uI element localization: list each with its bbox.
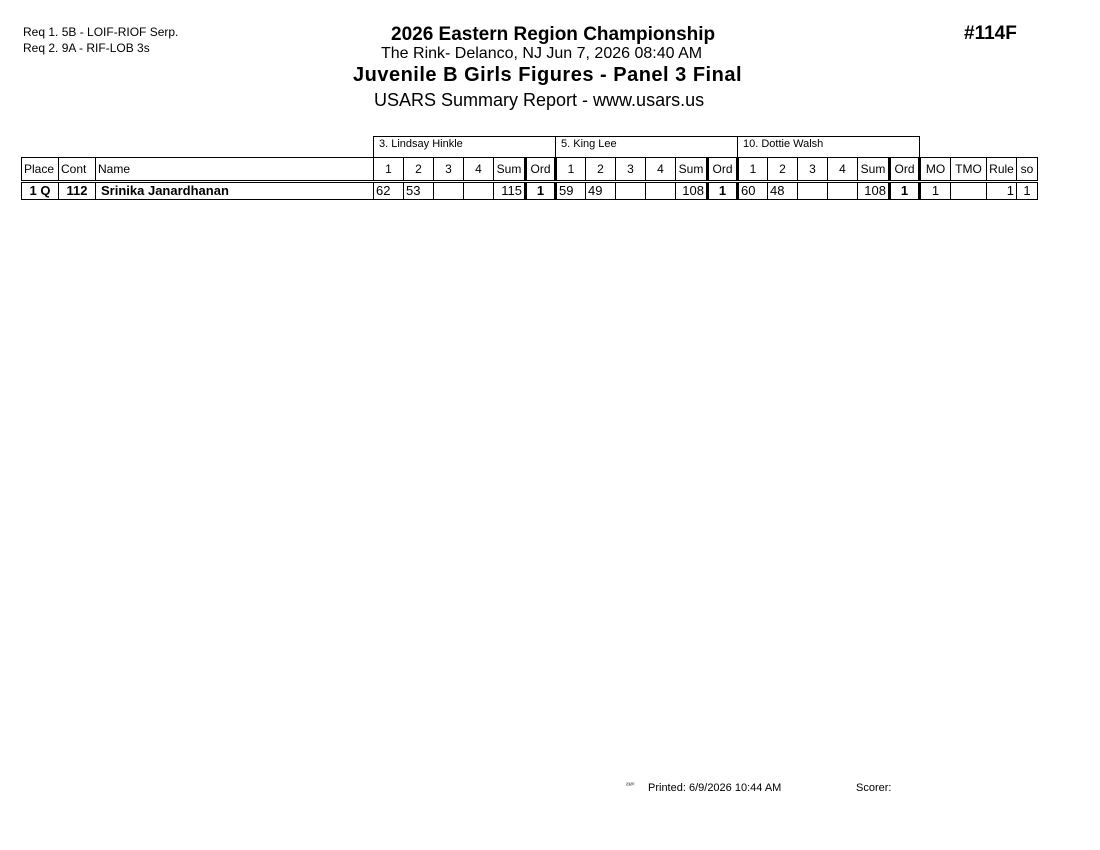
col-j3-score-4: 4	[828, 158, 858, 182]
row-j3-sum: 108	[858, 182, 890, 200]
col-j3-score-1: 1	[738, 158, 768, 182]
col-j1-score-3: 3	[434, 158, 464, 182]
col-j3-ord: Ord	[890, 158, 920, 182]
row-j1-score-2: 53	[404, 182, 434, 200]
row-j3-score-1: 60	[738, 182, 768, 200]
col-mo: MO	[920, 158, 951, 182]
col-name: Name	[96, 158, 374, 182]
row-so: 1	[1017, 182, 1038, 200]
requirement-1: Req 1. 5B - LOIF-RIOF Serp.	[23, 25, 179, 39]
row-rule: 1	[987, 182, 1017, 200]
row-j3-score-2: 48	[768, 182, 798, 200]
row-tmo	[951, 182, 987, 200]
location-date: The Rink- Delanco, NJ Jun 7, 2026 08:40 AM	[381, 45, 703, 62]
col-cont: Cont	[59, 158, 96, 182]
row-cont: 112	[59, 182, 96, 200]
judge-3-name: 10. Dottie Walsh	[738, 137, 920, 158]
col-j3-score-3: 3	[798, 158, 828, 182]
row-j1-score-3	[434, 182, 464, 200]
division-title: Juvenile B Girls Figures - Panel 3 Final	[353, 64, 743, 86]
col-j2-score-4: 4	[646, 158, 676, 182]
row-place: 1 Q	[22, 182, 59, 200]
judge-header-row	[22, 137, 1038, 158]
col-j2-sum: Sum	[676, 158, 708, 182]
col-rule: Rule	[987, 158, 1017, 182]
row-j1-score-4	[464, 182, 494, 200]
row-j2-score-3	[616, 182, 646, 200]
row-j2-score-2: 49	[586, 182, 616, 200]
event-number: #114F	[964, 23, 1017, 44]
results-table	[21, 136, 1038, 200]
col-place: Place	[22, 158, 59, 182]
row-j2-ord: 1	[708, 182, 738, 200]
row-j3-score-4	[828, 182, 858, 200]
row-j1-ord: 1	[526, 182, 556, 200]
col-j3-score-2: 2	[768, 158, 798, 182]
col-j3-sum: Sum	[858, 158, 890, 182]
col-j1-score-2: 2	[404, 158, 434, 182]
col-j2-score-3: 3	[616, 158, 646, 182]
row-j2-sum: 108	[676, 182, 708, 200]
report-title: USARS Summary Report - www.usars.us	[374, 90, 705, 110]
row-j2-score-1: 59	[556, 182, 586, 200]
printed-timestamp: Printed: 6/9/2026 10:44 AM	[648, 782, 782, 794]
row-j3-score-3	[798, 182, 828, 200]
row-skater-name: Srinika Janardhanan	[96, 182, 374, 200]
col-j1-score-1: 1	[374, 158, 404, 182]
row-j2-score-4	[646, 182, 676, 200]
row-j1-score-1: 62	[374, 182, 404, 200]
column-header-row	[22, 158, 1038, 182]
row-j1-sum: 115	[494, 182, 526, 200]
table-row	[22, 182, 1038, 200]
judge-2-name: 5. King Lee	[556, 137, 738, 158]
judge-1-name: 3. Lindsay Hinkle	[374, 137, 556, 158]
col-tmo: TMO	[951, 158, 987, 182]
row-j3-ord: 1	[890, 182, 920, 200]
col-j2-score-1: 1	[556, 158, 586, 182]
event-title: 2026 Eastern Region Championship	[391, 24, 716, 45]
col-j2-ord: Ord	[708, 158, 738, 182]
report-code: ²³²⁰	[626, 783, 635, 789]
col-j1-sum: Sum	[494, 158, 526, 182]
requirement-2: Req 2. 9A - RIF-LOB 3s	[23, 41, 150, 55]
row-mo: 1	[920, 182, 951, 200]
scorer-label: Scorer:	[856, 782, 892, 794]
col-j2-score-2: 2	[586, 158, 616, 182]
col-j1-score-4: 4	[464, 158, 494, 182]
col-j1-ord: Ord	[526, 158, 556, 182]
col-so: so	[1017, 158, 1038, 182]
